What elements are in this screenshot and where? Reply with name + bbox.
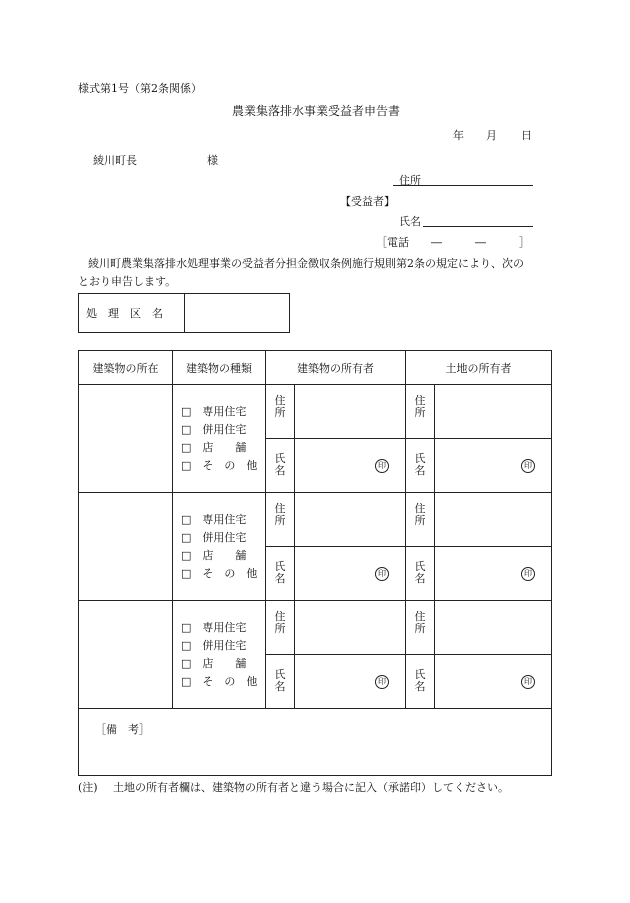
- address-input-line[interactable]: [393, 185, 533, 186]
- location-cell[interactable]: [79, 493, 173, 601]
- seal-mark: 印: [375, 459, 389, 473]
- owner-address-label: 住所: [274, 394, 286, 419]
- owner-name-cell[interactable]: [295, 655, 406, 709]
- note-marker: (注): [78, 781, 98, 794]
- land-name-label: 氏名: [414, 560, 426, 585]
- statement-line-2: とおり申告します。: [78, 275, 177, 288]
- land-address-cell[interactable]: [435, 601, 552, 655]
- address-label: 住所: [399, 174, 421, 187]
- name-label: 氏名: [399, 215, 421, 228]
- type-option-residence[interactable]: □ 専用住宅: [181, 404, 247, 418]
- seal-mark: 印: [521, 459, 535, 473]
- type-option-mixed[interactable]: □ 併用住宅: [181, 422, 247, 436]
- land-name-cell[interactable]: [435, 439, 552, 493]
- date-day[interactable]: 日: [521, 129, 532, 142]
- type-option-shop[interactable]: □ 店 舗: [181, 656, 247, 670]
- type-option-shop[interactable]: □ 店 舗: [181, 548, 247, 562]
- owner-name-cell[interactable]: [295, 547, 406, 601]
- phone-field[interactable]: ［電話 ― ― ］: [376, 236, 530, 249]
- document-title: 農業集落排水事業受益者申告書: [232, 104, 401, 118]
- building-type-options: [173, 601, 266, 709]
- remarks-cell[interactable]: [79, 709, 552, 776]
- owner-name-label: 氏名: [274, 452, 286, 477]
- land-name-cell[interactable]: [435, 547, 552, 601]
- addressee-honorific: 様: [207, 154, 218, 167]
- type-option-residence[interactable]: □ 専用住宅: [181, 512, 247, 526]
- land-address-label: 住所: [414, 502, 426, 527]
- district-value[interactable]: [185, 294, 290, 333]
- district-table: [78, 293, 290, 333]
- note-text: 土地の所有者欄は、建築物の所有者と違う場合に記入（承諾印）してください。: [113, 781, 509, 794]
- owner-address-label: 住所: [274, 610, 286, 635]
- header-building-owner: 建築物の所有者: [266, 351, 406, 385]
- header-building-type: 建築物の種類: [173, 351, 266, 385]
- header-location: 建築物の所在: [79, 351, 173, 385]
- seal-mark: 印: [521, 567, 535, 581]
- owner-name-label: 氏名: [274, 560, 286, 585]
- owner-name-label: 氏名: [274, 668, 286, 693]
- seal-mark: 印: [375, 567, 389, 581]
- land-address-cell[interactable]: [435, 385, 552, 439]
- location-cell[interactable]: [79, 385, 173, 493]
- land-address-cell[interactable]: [435, 493, 552, 547]
- date-year[interactable]: 年: [453, 129, 464, 142]
- owner-address-cell[interactable]: [295, 601, 406, 655]
- land-name-cell[interactable]: [435, 655, 552, 709]
- seal-mark: 印: [521, 675, 535, 689]
- statement-line-1: 綾川町農業集落排水処理事業の受益者分担金徴収条例施行規則第2条の規定により、次の: [88, 257, 524, 270]
- addressee-name: 綾川町長: [93, 154, 137, 167]
- date-month[interactable]: 月: [486, 129, 497, 142]
- name-input-line[interactable]: [423, 226, 533, 227]
- owner-name-cell[interactable]: [295, 439, 406, 493]
- type-option-other[interactable]: □ そ の 他: [181, 674, 258, 688]
- land-address-label: 住所: [414, 610, 426, 635]
- header-land-owner: 土地の所有者: [406, 351, 552, 385]
- location-cell[interactable]: [79, 601, 173, 709]
- type-option-other[interactable]: □ そ の 他: [181, 458, 258, 472]
- land-name-label: 氏名: [414, 668, 426, 693]
- beneficiary-label: 【受益者】: [340, 195, 395, 208]
- type-option-other[interactable]: □ そ の 他: [181, 566, 258, 580]
- building-type-options: [173, 385, 266, 493]
- form-number: 様式第1号（第2条関係）: [78, 82, 202, 95]
- land-address-label: 住所: [414, 394, 426, 419]
- owner-address-cell[interactable]: [295, 385, 406, 439]
- district-label: 処 理 区 名: [79, 294, 185, 333]
- type-option-mixed[interactable]: □ 併用住宅: [181, 638, 247, 652]
- type-option-residence[interactable]: □ 専用住宅: [181, 620, 247, 634]
- remarks-label: ［備 考］: [95, 723, 150, 736]
- type-option-shop[interactable]: □ 店 舗: [181, 440, 247, 454]
- land-name-label: 氏名: [414, 452, 426, 477]
- type-option-mixed[interactable]: □ 併用住宅: [181, 530, 247, 544]
- owner-address-label: 住所: [274, 502, 286, 527]
- building-type-options: [173, 493, 266, 601]
- seal-mark: 印: [375, 675, 389, 689]
- owner-address-cell[interactable]: [295, 493, 406, 547]
- building-table: [78, 350, 552, 776]
